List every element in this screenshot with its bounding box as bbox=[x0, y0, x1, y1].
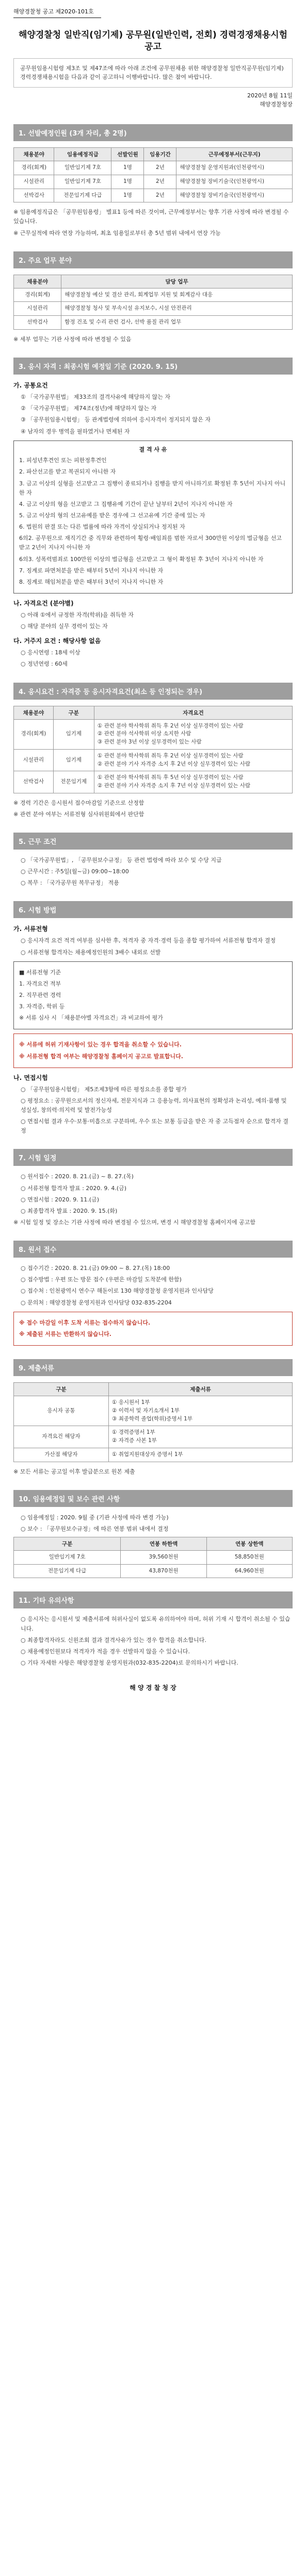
text-line: ○ 기타 자세한 사항은 해양경찰청 운영지원과(032-835-2204)로 문의하시기 바랍니다. bbox=[21, 1659, 238, 1666]
column-header: 담당 업무 bbox=[61, 275, 293, 288]
text-line: ○ 접수처 : 인천광역시 연수구 해돋이로 130 해양경찰청 운영지원과 인사담당 bbox=[21, 1287, 214, 1295]
warning-box bbox=[13, 1033, 293, 1067]
closing-issuer: 해 양 경 찰 청 장 bbox=[130, 1684, 176, 1692]
table-row bbox=[14, 771, 293, 793]
note: ※ 모든 서류는 공고일 이후 발급분으로 원본 제출 bbox=[13, 1468, 135, 1475]
column-header: 연봉 하한액 bbox=[121, 1537, 206, 1550]
text-line: 8. 징계로 해임처분을 받은 때부터 3년이 지나지 아니한 자 bbox=[19, 578, 164, 585]
table-cell: 응시자 공통 bbox=[14, 1396, 109, 1426]
text-line: ○ 응시자격 요건 적격 여부를 심사한 후, 적격자 중 자격·경력 등을 종합 평가하여 서류전형 합격자 결정 bbox=[21, 937, 276, 944]
text-line: ○ 평정요소 : 공무원으로서의 정신자세, 전문지식과 그 응용능력, 의사표현의 정확성과 논리성, 예의·품행 및 성실성, 창의력·의지력 및 발전가능성 bbox=[21, 1097, 287, 1114]
table-cell: 임기제 bbox=[53, 719, 94, 749]
text-line: ※ 접수 마감일 이후 도착 서류는 접수하지 않습니다. bbox=[19, 1319, 151, 1326]
text-line: 1. 자격요건 적부 bbox=[19, 980, 61, 987]
text-line: ※ 임용예정직급은 「공무원임용령」 별표1 등에 따른 것이며, 근무예정부서는 향후 기관 사정에 따라 변경될 수 있습니다. bbox=[13, 209, 289, 225]
table-cell: 시설관리 bbox=[14, 302, 61, 316]
table-cell: 39,560천원 bbox=[121, 1550, 206, 1564]
table-row bbox=[14, 175, 293, 189]
note: ※ 세부 업무는 기관 사정에 따라 변경될 수 있음 bbox=[13, 335, 132, 343]
table-cell: 64,960천원 bbox=[206, 1564, 292, 1578]
text-line: ④ 남자의 경우 병역을 필하였거나 면제된 자 bbox=[21, 428, 130, 435]
warning-box bbox=[13, 1312, 293, 1346]
table-cell: ① 응시원서 1부 ② 이력서 및 자기소개서 1부 ③ 최종학력 졸업(학위)증명서 1부 bbox=[108, 1396, 292, 1426]
document-title: 해양경찰청 일반직(임기제) 공무원(일반인력, 전회) 경력경쟁채용시험 공고 bbox=[18, 30, 288, 52]
table-cell: 함정 건조 및 수리 관련 검사, 선박 품질 관리 업무 bbox=[61, 316, 293, 330]
text-line: ○ 최종합격자 발표 : 2020. 9. 15.(화) bbox=[21, 1207, 118, 1214]
column-header: 임용기간 bbox=[144, 148, 176, 161]
table-cell: 선박검사 bbox=[14, 189, 54, 202]
text-line: ○ 복무 : 「국가공무원 복무규정」 적용 bbox=[21, 879, 119, 887]
table-row bbox=[14, 288, 293, 302]
table-cell: 1명 bbox=[111, 175, 144, 189]
table-cell: 해양경찰청 예산 및 결산 관리, 회계업무 지원 및 회계감사 대응 bbox=[61, 288, 293, 302]
table-cell: 임기제 bbox=[53, 749, 94, 771]
text-line: ○ 원서접수 : 2020. 8. 21.(금) ~ 8. 27.(목) bbox=[21, 1173, 134, 1180]
requirement-table bbox=[13, 706, 293, 793]
text-line: ○ 면접시험 : 2020. 9. 11.(금) bbox=[21, 1196, 99, 1203]
subsection-title: 다. 거주지 요건 : 해당사항 없음 bbox=[13, 637, 101, 645]
table-cell: 일반임기제 7호 bbox=[14, 1550, 121, 1564]
table-cell: 43,870천원 bbox=[121, 1564, 206, 1578]
text-line: ○ 「공무원임용시험령」 제5조제3항에 따른 평정요소를 종합 평가 bbox=[21, 1086, 187, 1093]
issuer: 해양경찰청장 bbox=[260, 100, 293, 108]
text-line: ○ 아래 ①에서 규정한 자격(학위)을 취득한 자 bbox=[21, 611, 134, 618]
table-row bbox=[14, 1396, 293, 1426]
text-line: 5. 금고 이상의 형의 선고유예를 받은 경우에 그 선고유예 기간 중에 있는 자 bbox=[19, 512, 205, 519]
notice-number: 해양경찰청 공고 제2020-101호 bbox=[13, 7, 101, 18]
text-line: 6의3. 성폭력범죄로 100만원 이상의 벌금형을 선고받고 그 형이 확정된 후 3년이 지나지 아니한 자 bbox=[19, 555, 264, 563]
table-row bbox=[14, 749, 293, 771]
column-header: 연봉 상한액 bbox=[206, 1537, 292, 1550]
text-line: ※ 서류전형 합격 여부는 해양경찰청 홈페이지 공고로 발표합니다. bbox=[19, 1053, 183, 1060]
column-header: 채용분야 bbox=[14, 706, 54, 719]
text-line: ○ 정년연령 : 60세 bbox=[21, 660, 68, 668]
table-row bbox=[14, 189, 293, 202]
section-title: 10. 임용예정일 및 보수 관련 사항 bbox=[13, 1490, 293, 1507]
text-line: 6의2. 공무원으로 재직기간 중 직무와 관련하여 횡령·배임죄를 범한 자로서 300만원 이상의 벌금형을 선고받고 2년이 지나지 아니한 자 bbox=[19, 535, 282, 551]
table-cell: ① 관련 분야 학사학위 취득 후 5년 이상 실무경력이 있는 사람 ② 관련 분야 기사 자격증 소지 후 7년 이상 실무경력이 있는 사람 bbox=[94, 771, 292, 793]
column-header: 근무예정부서(근무지) bbox=[176, 148, 293, 161]
table-cell: 시설관리 bbox=[14, 175, 54, 189]
table-cell: 전문임기제 bbox=[53, 771, 94, 793]
table-cell: 58,850천원 bbox=[206, 1550, 292, 1564]
text-line: ※ 경력 기간은 응시원서 접수마감일 기준으로 산정함 bbox=[13, 799, 144, 806]
note: ※ 시험 일정 및 장소는 기관 사정에 따라 변경될 수 있으며, 변경 시 해양경찰청 홈페이지에 공고함 bbox=[13, 1219, 255, 1226]
text-line: ○ 서류전형 합격자 발표 : 2020. 9. 4.(금) bbox=[21, 1184, 127, 1192]
table-cell: 전문임기제 다급 bbox=[14, 1564, 121, 1578]
column-header: 선발인원 bbox=[111, 148, 144, 161]
subsection-title: 가. 공통요건 bbox=[13, 382, 48, 389]
disqualification-box bbox=[13, 440, 293, 594]
subsection-title: 나. 자격요건 (분야별) bbox=[13, 599, 74, 607]
text-line: 2. 파산선고를 받고 복권되지 아니한 자 bbox=[19, 468, 116, 476]
section-title: 11. 기타 유의사항 bbox=[13, 1591, 293, 1608]
table-cell: 해양경찰청 운영지원과(인천광역시) bbox=[176, 161, 293, 175]
table-cell: 해양경찰청 장비기술국(인천광역시) bbox=[176, 189, 293, 202]
table-cell: 시설관리 bbox=[14, 749, 54, 771]
table-row bbox=[14, 1448, 293, 1462]
section-title: 8. 원서 접수 bbox=[13, 1241, 293, 1258]
table-cell: 가산점 해당자 bbox=[14, 1448, 109, 1462]
section-title: 2. 주요 업무 분야 bbox=[13, 251, 293, 268]
table-cell: 선박검사 bbox=[14, 316, 61, 330]
duty-table bbox=[13, 275, 293, 330]
text-line: ○ 응시자는 응시원서 및 제출서류에 허위사실이 없도록 유의하여야 하며, 허위 기재 시 합격이 취소될 수 있습니다. bbox=[21, 1616, 291, 1632]
text-line: ※ 근무실적에 따라 연장 가능하며, 최초 임용일로부터 총 5년 범위 내에서 연장 가능 bbox=[13, 229, 221, 236]
table-cell: 해양경찰청 장비기술국(인천광역시) bbox=[176, 175, 293, 189]
recruit-table bbox=[13, 147, 293, 202]
text-line: ③ 「공무원임용시험령」 등 관계법령에 의하여 응시자격이 정지되지 않은 자 bbox=[21, 416, 211, 423]
table-row bbox=[14, 316, 293, 330]
text-line: ○ 접수방법 : 우편 또는 방문 접수 (우편은 마감일 도착분에 한함) bbox=[21, 1276, 182, 1283]
section-title: 6. 시험 방법 bbox=[13, 901, 293, 918]
table-cell: ① 관련 분야 학사학위 취득 후 2년 이상 실무경력이 있는 사람 ② 관련 분야 석사학위 이상 소지한 사람 ③ 관련 분야 3년 이상 실무경력이 있는 사람 bbox=[94, 719, 292, 749]
salary-table bbox=[13, 1537, 293, 1579]
text-line: ① 「국가공무원법」 제33조의 결격사유에 해당하지 않는 자 bbox=[21, 394, 170, 401]
subsection-title: 가. 서류전형 bbox=[13, 925, 48, 933]
text-line: ○ 서류전형 합격자는 채용예정인원의 3배수 내외로 선발 bbox=[21, 948, 161, 956]
section-title: 4. 응시요건 : 자격증 등 응시자격요건(최소 등 인정되는 경우) bbox=[13, 683, 293, 700]
table-cell: 자격요건 해당자 bbox=[14, 1426, 109, 1448]
text-line: ○ 보수 : 「공무원보수규정」에 따른 연봉 범위 내에서 결정 bbox=[21, 1525, 169, 1532]
intro-text: 공무원임용시험령 제3조 및 제47조에 따라 아래 조건에 공무원채용 위한 해양경찰청 일반직공무원(임기제) 경력경쟁채용시험을 다음과 같이 공고하니 이행바랍니다. 많은 참여 바랍니다. bbox=[13, 58, 293, 88]
column-header: 채용분야 bbox=[14, 148, 54, 161]
text-line: ○ 「국가공무원법」, 「공무원보수규정」 등 관련 법령에 따라 보수 및 수당 지급 bbox=[21, 857, 222, 864]
column-header: 구분 bbox=[14, 1383, 109, 1396]
column-header: 제출서류 bbox=[108, 1383, 292, 1396]
text-line: ○ 문의처 : 해양경찰청 운영지원과 인사담당 032-835-2204 bbox=[21, 1299, 172, 1306]
table-cell: 선박검사 bbox=[14, 771, 54, 793]
table-cell: 경리(회계) bbox=[14, 719, 54, 749]
text-line: ■ 서류전형 기준 bbox=[19, 969, 61, 976]
column-header: 구분 bbox=[14, 1537, 121, 1550]
table-cell: ① 취업지원대상자 증명서 1부 bbox=[108, 1448, 292, 1462]
box-title: 결 격 사 유 bbox=[139, 446, 167, 453]
text-line: ※ 제출된 서류는 반환하지 않습니다. bbox=[19, 1330, 111, 1337]
text-line: ② 「국가공무원법」 제74조(정년)에 해당하지 않는 자 bbox=[21, 405, 157, 412]
text-line: ※ 관련 분야 여부는 서류전형 심사위원회에서 판단함 bbox=[13, 810, 144, 818]
table-cell: 2년 bbox=[144, 189, 176, 202]
table-row bbox=[14, 1426, 293, 1448]
table-cell: 2년 bbox=[144, 161, 176, 175]
text-line: ○ 임용예정일 : 2020. 9월 중 (기관 사정에 따라 변경 가능) bbox=[21, 1514, 169, 1521]
table-cell: 해양경찰청 청사 및 부속시설 유지보수, 시설 안전관리 bbox=[61, 302, 293, 316]
table-cell: 경리(회계) bbox=[14, 161, 54, 175]
section-title: 9. 제출서류 bbox=[13, 1359, 293, 1376]
text-line: ○ 근무시간 : 주5일(월~금) 09:00~18:00 bbox=[21, 868, 129, 875]
table-cell: 2년 bbox=[144, 175, 176, 189]
text-line: 6. 법원의 판결 또는 다른 법률에 따라 자격이 상실되거나 정지된 자 bbox=[19, 523, 185, 531]
table-row bbox=[14, 719, 293, 749]
text-line: 4. 금고 이상의 형을 선고받고 그 집행유예 기간이 끝난 날부터 2년이 지나지 아니한 자 bbox=[19, 500, 233, 507]
table-cell: ① 경력증명서 1부 ② 자격증 사본 1부 bbox=[108, 1426, 292, 1448]
table-cell: 1명 bbox=[111, 161, 144, 175]
section-title: 5. 근무 조건 bbox=[13, 833, 293, 850]
table-cell: 일반임기제 7호 bbox=[54, 175, 111, 189]
table-row bbox=[14, 1564, 293, 1578]
table-row bbox=[14, 1550, 293, 1564]
text-line: ※ 서류에 허위 기재사항이 있는 경우 합격을 취소할 수 있습니다. bbox=[19, 1041, 182, 1048]
section-title: 7. 시험 일정 bbox=[13, 1149, 293, 1166]
column-header: 구분 bbox=[53, 706, 94, 719]
documents-table bbox=[13, 1382, 293, 1462]
table-cell: 일반임기제 7호 bbox=[54, 161, 111, 175]
text-line: 2. 직무관련 경력 bbox=[19, 992, 61, 999]
text-line: 3. 자격증, 학위 등 bbox=[19, 1003, 65, 1010]
table-cell: ① 관련 분야 학사학위 취득 후 2년 이상 실무경력이 있는 사람 ② 관련 분야 기사 자격증 소지 후 2년 이상 실무경력이 있는 사람 bbox=[94, 749, 292, 771]
column-header: 채용분야 bbox=[14, 275, 61, 288]
text-line: ○ 면접시험 결과 우수·보통·미흡으로 구분하며, 우수 또는 보통 등급을 받은 자 중 고득점자 순으로 합격자 결정 bbox=[21, 1118, 288, 1134]
table-cell: 1명 bbox=[111, 189, 144, 202]
table-cell: 전문임기제 다급 bbox=[54, 189, 111, 202]
text-line: ○ 채용예정인원보다 적격자가 적을 경우 선발하지 않을 수 있습니다. bbox=[21, 1648, 190, 1655]
text-line: ○ 최종합격자라도 신원조회 결과 결격사유가 있는 경우 합격을 취소합니다. bbox=[21, 1636, 206, 1643]
table-cell: 경리(회계) bbox=[14, 288, 61, 302]
text-line: 1. 피성년후견인 또는 피한정후견인 bbox=[19, 457, 107, 464]
column-header: 자격요건 bbox=[94, 706, 292, 719]
subsection-title: 나. 면접시험 bbox=[13, 1074, 48, 1081]
text-line: ○ 접수기간 : 2020. 8. 21.(금) 09:00 ~ 8. 27.(목) 18:00 bbox=[21, 1265, 170, 1272]
text-line: 7. 징계로 파면처분을 받은 때부터 5년이 지나지 아니한 자 bbox=[19, 567, 164, 574]
table-row bbox=[14, 161, 293, 175]
document-review-box bbox=[13, 961, 293, 1030]
text-line: ○ 응시연령 : 18세 이상 bbox=[21, 649, 80, 656]
section-title: 1. 선발예정인원 (3개 자리, 총 2명) bbox=[13, 124, 293, 141]
date-issuer bbox=[13, 92, 293, 109]
text-line: 3. 금고 이상의 실형을 선고받고 그 집행이 종료되거나 집행을 받지 아니하기로 확정된 후 5년이 지나지 아니한 자 bbox=[19, 480, 286, 496]
text-line: ※ 서류 심사 시 「채용분야별 자격요건」과 비교하여 평가 bbox=[19, 1014, 163, 1022]
text-line: ○ 해당 분야의 실무 경력이 있는 자 bbox=[21, 623, 108, 630]
section-title: 3. 응시 자격 : 최종시험 예정일 기준 (2020. 9. 15) bbox=[13, 358, 293, 375]
column-header: 임용예정직급 bbox=[54, 148, 111, 161]
table-row bbox=[14, 302, 293, 316]
issue-date: 2020년 8월 11일 bbox=[247, 92, 293, 99]
